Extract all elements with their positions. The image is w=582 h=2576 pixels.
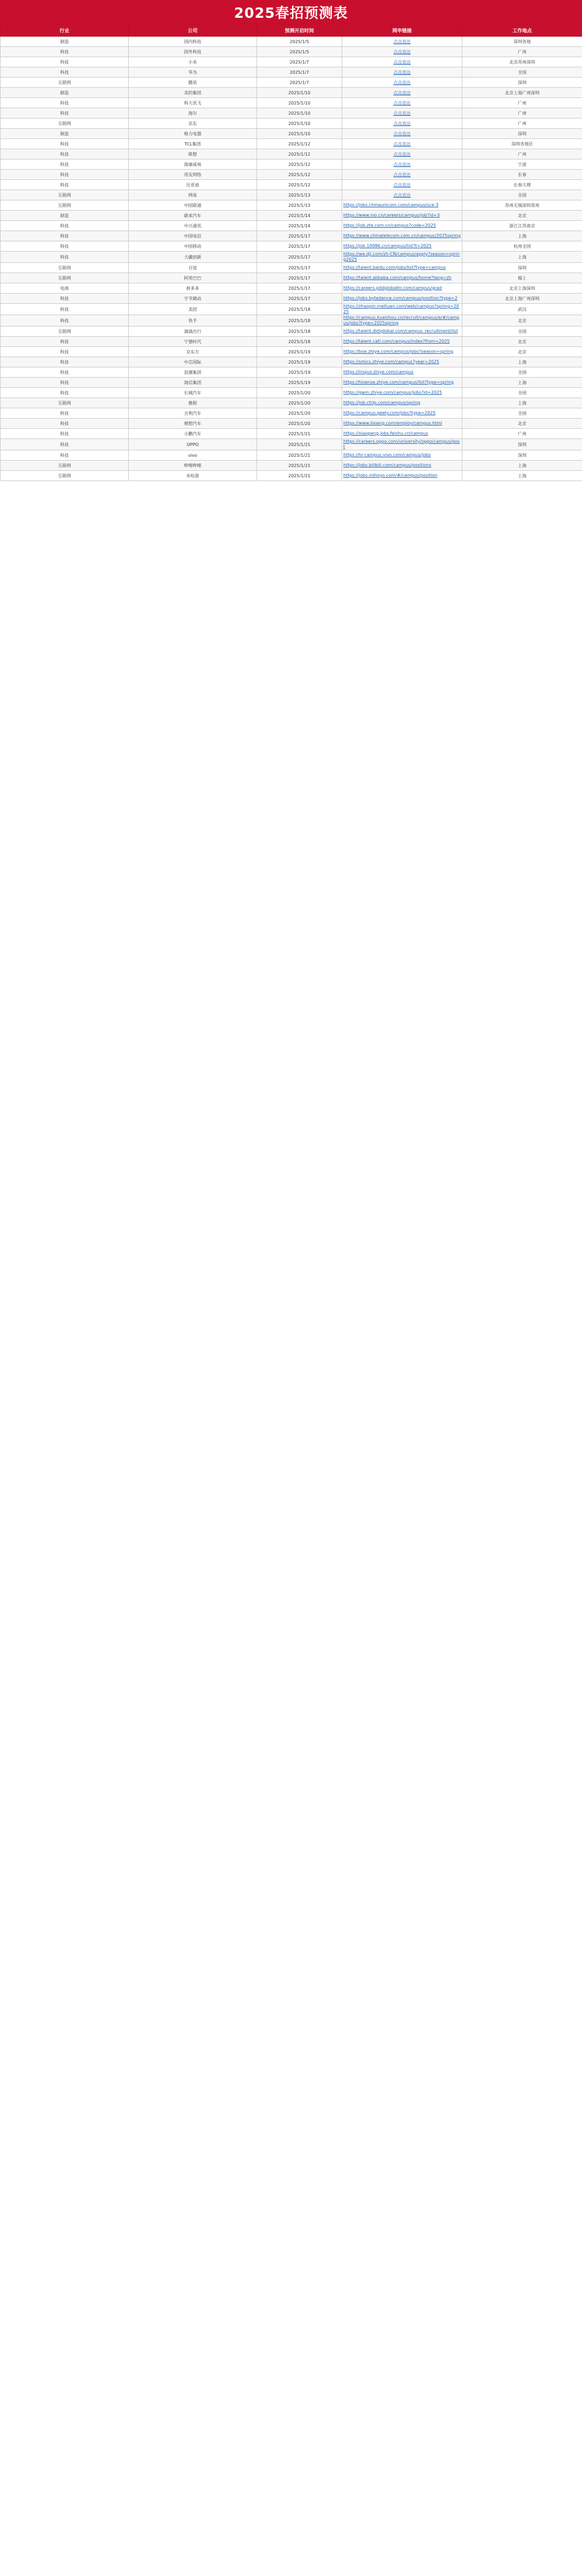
location-cell: 北京上海深圳 <box>462 283 582 294</box>
apply-link[interactable]: 点击直达 <box>342 139 462 149</box>
table-header-row <box>1 24 582 37</box>
location-cell: 深圳 <box>462 439 582 450</box>
industry-cell: 互联网 <box>1 398 129 408</box>
company-cell: 蔚来汽车 <box>129 211 257 221</box>
open-date-cell: 2025/1/5 <box>257 47 342 57</box>
industry-cell: 科技 <box>1 241 129 252</box>
table-row <box>1 419 582 429</box>
table-row <box>1 221 582 231</box>
table-row <box>1 304 582 315</box>
industry-cell: 制造 <box>1 37 129 47</box>
industry-cell: 科技 <box>1 180 129 190</box>
location-cell: 北京 <box>462 211 582 221</box>
apply-link[interactable]: https://campus.kuaishou.cn/recruit/campus/e/#/campus/jobs?type=2025spring <box>342 315 462 326</box>
column-header-location: 工作地点 <box>462 24 582 37</box>
apply-link[interactable]: https://careers.pddglobalhr.com/campus/grad <box>342 283 462 294</box>
company-cell: 理想汽车 <box>129 419 257 429</box>
industry-cell: 制造 <box>1 211 129 221</box>
open-date-cell: 2025/1/12 <box>257 139 342 149</box>
table-row <box>1 378 582 388</box>
industry-cell: 科技 <box>1 357 129 367</box>
apply-link[interactable]: https://www.nio.cn/careers/campus/job?id=3 <box>342 211 462 221</box>
apply-link[interactable]: https://job.ctrip.com/campus/spring <box>342 398 462 408</box>
location-cell: 全国 <box>462 367 582 378</box>
open-date-cell: 2025/1/10 <box>257 98 342 108</box>
industry-cell: 互联网 <box>1 263 129 273</box>
location-cell: 深圳 <box>462 263 582 273</box>
industry-cell: 科技 <box>1 439 129 450</box>
open-date-cell: 2025/1/14 <box>257 221 342 231</box>
location-cell: 广州 <box>462 119 582 129</box>
industry-cell: 科技 <box>1 149 129 159</box>
apply-link[interactable]: https://xiaopeng.jobs.feishu.cn/campus <box>342 429 462 439</box>
table-row <box>1 190 582 200</box>
table-row <box>1 461 582 471</box>
table-row <box>1 263 582 273</box>
forecast-table <box>0 24 582 481</box>
company-cell: 阿里巴巴 <box>129 273 257 283</box>
apply-link[interactable]: https://hr-campus.vivo.com/campus/jobs <box>342 450 462 461</box>
location-cell: 北京 <box>462 347 582 357</box>
industry-cell: 互联网 <box>1 200 129 211</box>
open-date-cell: 2025/1/5 <box>257 37 342 47</box>
apply-link[interactable]: https://hisense.zhiye.com/campus/list?type=spring <box>342 378 462 388</box>
industry-cell: 互联网 <box>1 190 129 200</box>
industry-cell: 制造 <box>1 129 129 139</box>
company-cell: 华为 <box>129 67 257 78</box>
location-cell: 北京 <box>462 419 582 429</box>
company-cell: 美团 <box>129 304 257 315</box>
location-cell: 全国 <box>462 388 582 398</box>
column-header-company: 公司 <box>129 24 257 37</box>
apply-link[interactable]: 点击直达 <box>342 119 462 129</box>
industry-cell: 互联网 <box>1 326 129 337</box>
apply-link[interactable]: https://job.zte.com.cn/campus?code=2025 <box>342 221 462 231</box>
open-date-cell: 2025/1/17 <box>257 294 342 304</box>
open-date-cell: 2025/1/19 <box>257 378 342 388</box>
company-cell: 浪潮集团 <box>129 367 257 378</box>
open-date-cell: 2025/1/10 <box>257 108 342 119</box>
industry-cell: 互联网 <box>1 273 129 283</box>
open-date-cell: 2025/1/10 <box>257 119 342 129</box>
apply-link[interactable]: https://jobs.bytedance.com/campus/position?type=2 <box>342 294 462 304</box>
table-row <box>1 108 582 119</box>
apply-link[interactable]: https://job.10086.cn/campus/list?t=2025 <box>342 241 462 252</box>
open-date-cell: 2025/1/18 <box>257 315 342 326</box>
table-row <box>1 231 582 241</box>
company-cell: 腾讯 <box>129 78 257 88</box>
industry-cell: 科技 <box>1 347 129 357</box>
column-header-industry: 行业 <box>1 24 129 37</box>
table-row <box>1 408 582 419</box>
open-date-cell: 2025/1/17 <box>257 283 342 294</box>
company-cell: 联想 <box>129 149 257 159</box>
apply-link[interactable]: https://jobs.mihoyo.com/#/campus/position <box>342 471 462 481</box>
company-cell: 哔哩哔哩 <box>129 461 257 471</box>
location-cell: 深圳各地 <box>462 37 582 47</box>
open-date-cell: 2025/1/10 <box>257 129 342 139</box>
apply-link[interactable]: https://www.lixiang.com/employ/campus.html <box>342 419 462 429</box>
apply-link[interactable]: 点击直达 <box>342 170 462 180</box>
industry-cell: 科技 <box>1 378 129 388</box>
company-cell: 中国联通 <box>129 200 257 211</box>
apply-link[interactable]: https://jobs.chinaunicom.com/campus/sce-3 <box>342 200 462 211</box>
company-cell: 携程 <box>129 398 257 408</box>
location-cell: 北京上海广州深圳 <box>462 88 582 98</box>
table-body <box>1 37 582 481</box>
open-date-cell: 2025/1/18 <box>257 326 342 337</box>
location-cell: 广州 <box>462 149 582 159</box>
table-row <box>1 98 582 108</box>
location-cell: 广州 <box>462 98 582 108</box>
industry-cell: 互联网 <box>1 119 129 129</box>
open-date-cell: 2025/1/17 <box>257 231 342 241</box>
table-row <box>1 37 582 47</box>
location-cell: 长春大理 <box>462 180 582 190</box>
location-cell: 上海 <box>462 378 582 388</box>
apply-link[interactable]: https://talent.didiglobal.com/campus_recruitment/list <box>342 326 462 337</box>
apply-link[interactable]: 点击直达 <box>342 108 462 119</box>
location-cell: 广州 <box>462 429 582 439</box>
apply-link[interactable]: 点击直达 <box>342 149 462 159</box>
industry-cell: 科技 <box>1 419 129 429</box>
open-date-cell: 2025/1/13 <box>257 190 342 200</box>
company-cell: OPPO <box>129 439 257 450</box>
table-row <box>1 211 582 221</box>
company-cell: 国内科技 <box>129 37 257 47</box>
open-date-cell: 2025/1/12 <box>257 170 342 180</box>
industry-cell: 科技 <box>1 408 129 419</box>
company-cell: vivo <box>129 450 257 461</box>
location-cell: 全国 <box>462 190 582 200</box>
open-date-cell: 2025/1/17 <box>257 252 342 263</box>
table-row <box>1 67 582 78</box>
company-cell: 宁德时代 <box>129 337 257 347</box>
open-date-cell: 2025/1/20 <box>257 419 342 429</box>
industry-cell: 制造 <box>1 88 129 98</box>
column-header-apply-link: 网申链接 <box>342 24 462 37</box>
industry-cell: 科技 <box>1 57 129 67</box>
table-row <box>1 200 582 211</box>
table-row <box>1 273 582 283</box>
location-cell: 深圳 <box>462 450 582 461</box>
industry-cell: 互联网 <box>1 78 129 88</box>
company-cell: 京东 <box>129 119 257 129</box>
company-cell: 小鹏汽车 <box>129 429 257 439</box>
company-cell: 中国电信 <box>129 231 257 241</box>
open-date-cell: 2025/1/13 <box>257 200 342 211</box>
location-cell: 北京上海广州深圳 <box>462 294 582 304</box>
open-date-cell: 2025/1/21 <box>257 439 342 450</box>
industry-cell: 科技 <box>1 450 129 461</box>
location-cell: 广州 <box>462 108 582 119</box>
industry-cell: 科技 <box>1 304 129 315</box>
location-cell: 深圳各地区 <box>462 139 582 149</box>
open-date-cell: 2025/1/18 <box>257 304 342 315</box>
location-cell: 广州 <box>462 47 582 57</box>
industry-cell: 科技 <box>1 337 129 347</box>
industry-cell: 互联网 <box>1 461 129 471</box>
industry-cell: 科技 <box>1 315 129 326</box>
company-cell: TCL集团 <box>129 139 257 149</box>
table-row <box>1 159 582 170</box>
location-cell: 上海 <box>462 471 582 481</box>
apply-link[interactable]: 点击直达 <box>342 180 462 190</box>
industry-cell: 科技 <box>1 252 129 263</box>
open-date-cell: 2025/1/10 <box>257 88 342 98</box>
open-date-cell: 2025/1/17 <box>257 241 342 252</box>
table-row <box>1 78 582 88</box>
open-date-cell: 2025/1/21 <box>257 429 342 439</box>
apply-link[interactable]: https://www.chinatelecom.com.cn/campus/2025spring <box>342 231 462 241</box>
open-date-cell: 2025/1/20 <box>257 388 342 398</box>
table-row <box>1 252 582 263</box>
open-date-cell: 2025/1/17 <box>257 273 342 283</box>
industry-cell: 科技 <box>1 429 129 439</box>
open-date-cell: 2025/1/7 <box>257 78 342 88</box>
table-row <box>1 149 582 159</box>
industry-cell: 科技 <box>1 67 129 78</box>
company-cell: 海信集团 <box>129 378 257 388</box>
table-row <box>1 57 582 67</box>
apply-link[interactable]: 点击直达 <box>342 98 462 108</box>
table-row <box>1 283 582 294</box>
apply-link[interactable]: https://jobs.bilibili.com/campus/positions <box>342 461 462 471</box>
industry-cell: 科技 <box>1 98 129 108</box>
industry-cell: 科技 <box>1 388 129 398</box>
table-row <box>1 471 582 481</box>
apply-link[interactable]: https://talent.baidu.com/jobs/list?type=campus <box>342 263 462 273</box>
location-cell: 北京 <box>462 337 582 347</box>
company-cell: 美的集团 <box>129 88 257 98</box>
open-date-cell: 2025/1/7 <box>257 67 342 78</box>
open-date-cell: 2025/1/12 <box>257 180 342 190</box>
company-cell: 网易 <box>129 190 257 200</box>
open-date-cell: 2025/1/19 <box>257 367 342 378</box>
location-cell: 上海 <box>462 398 582 408</box>
apply-link[interactable]: 点击直达 <box>342 129 462 139</box>
open-date-cell: 2025/1/12 <box>257 149 342 159</box>
table-row <box>1 47 582 57</box>
company-cell: 快手 <box>129 315 257 326</box>
location-cell: 上海 <box>462 461 582 471</box>
industry-cell: 互联网 <box>1 471 129 481</box>
location-cell: 上海 <box>462 357 582 367</box>
table-row <box>1 357 582 367</box>
company-cell: 吉利汽车 <box>129 408 257 419</box>
open-date-cell: 2025/1/14 <box>257 211 342 221</box>
company-cell: 海康威视 <box>129 159 257 170</box>
table-row <box>1 170 582 180</box>
apply-link[interactable]: https://campus.geely.com/jobs?type=2025 <box>342 408 462 419</box>
open-date-cell: 2025/1/17 <box>257 263 342 273</box>
open-date-cell: 2025/1/19 <box>257 347 342 357</box>
apply-link[interactable]: https://inspur.zhiye.com/campus <box>342 367 462 378</box>
location-cell: 浙江江苏南京 <box>462 221 582 231</box>
table-row <box>1 315 582 326</box>
table-row <box>1 326 582 337</box>
column-header-open-date: 预测开启时间 <box>257 24 342 37</box>
table-row <box>1 388 582 398</box>
industry-cell: 电商 <box>1 283 129 294</box>
location-cell: 深圳 <box>462 78 582 88</box>
apply-link[interactable]: 点击直达 <box>342 67 462 78</box>
open-date-cell: 2025/1/20 <box>257 408 342 419</box>
apply-link[interactable]: 点击直达 <box>342 57 462 67</box>
apply-link[interactable]: https://careers.oppo.com/university/oppo/campus/post <box>342 439 462 450</box>
apply-link[interactable]: 点击直达 <box>342 88 462 98</box>
company-cell: 小米 <box>129 57 257 67</box>
location-cell: 武汉 <box>462 304 582 315</box>
location-cell: 深圳 <box>462 129 582 139</box>
location-cell: 长春 <box>462 170 582 180</box>
industry-cell: 科技 <box>1 139 129 149</box>
company-cell: 拼多多 <box>129 283 257 294</box>
industry-cell: 科技 <box>1 170 129 180</box>
table-row <box>1 294 582 304</box>
apply-link[interactable]: 点击直达 <box>342 37 462 47</box>
location-cell: 揭上 <box>462 273 582 283</box>
location-cell: 杭州全国 <box>462 241 582 252</box>
company-cell: 百度 <box>129 263 257 273</box>
location-cell: 上海 <box>462 231 582 241</box>
company-cell: 中芯国际 <box>129 357 257 367</box>
table-row <box>1 337 582 347</box>
open-date-cell: 2025/1/18 <box>257 337 342 347</box>
company-cell: 科大讯飞 <box>129 98 257 108</box>
location-cell: 宁波 <box>462 159 582 170</box>
apply-link[interactable]: 点击直达 <box>342 190 462 200</box>
apply-link[interactable]: https://talent.catl.com/campus/index?from=2025 <box>342 337 462 347</box>
company-cell: 海尔 <box>129 108 257 119</box>
industry-cell: 科技 <box>1 108 129 119</box>
table-row <box>1 450 582 461</box>
company-cell: 字节跳动 <box>129 294 257 304</box>
location-cell: 北京苏州深圳 <box>462 57 582 67</box>
location-cell: 全国 <box>462 408 582 419</box>
industry-cell: 科技 <box>1 221 129 231</box>
table-row <box>1 439 582 450</box>
company-cell: 用友网络 <box>129 170 257 180</box>
page-title: 2025春招预测表 <box>0 0 582 24</box>
company-cell: 中国移动 <box>129 241 257 252</box>
company-cell: 格力电器 <box>129 129 257 139</box>
apply-link[interactable]: https://gwm.zhiye.com/campus/jobs?id=2025 <box>342 388 462 398</box>
apply-link[interactable]: https://smics.zhiye.com/campus?year=2025 <box>342 357 462 367</box>
location-cell: 苏州无锡深圳常州 <box>462 200 582 211</box>
open-date-cell: 2025/1/12 <box>257 159 342 170</box>
table-row <box>1 429 582 439</box>
open-date-cell: 2025/1/21 <box>257 450 342 461</box>
company-cell: 比亚迪 <box>129 180 257 190</box>
table-row <box>1 180 582 190</box>
apply-link[interactable]: https://zhaopin.meituan.com/web/campus?spring=2025 <box>342 304 462 315</box>
apply-link[interactable]: https://we.dji.com/zh-CN/campus/apply?season=spring2025 <box>342 252 462 263</box>
industry-cell: 科技 <box>1 47 129 57</box>
company-cell: 长城汽车 <box>129 388 257 398</box>
company-cell: 大疆创新 <box>129 252 257 263</box>
table-row <box>1 139 582 149</box>
table-row <box>1 88 582 98</box>
apply-link[interactable]: 点击直达 <box>342 159 462 170</box>
apply-link[interactable]: https://boe.zhiye.com/campus/jobs?season=spring <box>342 347 462 357</box>
company-cell: 中兴通讯 <box>129 221 257 231</box>
company-cell: 米哈游 <box>129 471 257 481</box>
open-date-cell: 2025/1/20 <box>257 398 342 408</box>
location-cell: 北京 <box>462 315 582 326</box>
open-date-cell: 2025/1/21 <box>257 461 342 471</box>
industry-cell: 科技 <box>1 159 129 170</box>
apply-link[interactable]: https://talent.alibaba.com/campus/home?lang=zh <box>342 273 462 283</box>
open-date-cell: 2025/1/19 <box>257 357 342 367</box>
industry-cell: 科技 <box>1 231 129 241</box>
location-cell: 全国 <box>462 67 582 78</box>
industry-cell: 科技 <box>1 367 129 378</box>
apply-link[interactable]: 点击直达 <box>342 78 462 88</box>
apply-link[interactable]: 点击直达 <box>342 47 462 57</box>
company-cell: 国外科技 <box>129 47 257 57</box>
company-cell: 京东方 <box>129 347 257 357</box>
open-date-cell: 2025/1/7 <box>257 57 342 67</box>
table-row <box>1 347 582 357</box>
location-cell: 全国 <box>462 326 582 337</box>
company-cell: 滴滴出行 <box>129 326 257 337</box>
table-row <box>1 241 582 252</box>
table-row <box>1 367 582 378</box>
open-date-cell: 2025/1/21 <box>257 471 342 481</box>
industry-cell: 科技 <box>1 294 129 304</box>
table-row <box>1 119 582 129</box>
location-cell: 上海 <box>462 252 582 263</box>
table-row <box>1 129 582 139</box>
table-row <box>1 398 582 408</box>
